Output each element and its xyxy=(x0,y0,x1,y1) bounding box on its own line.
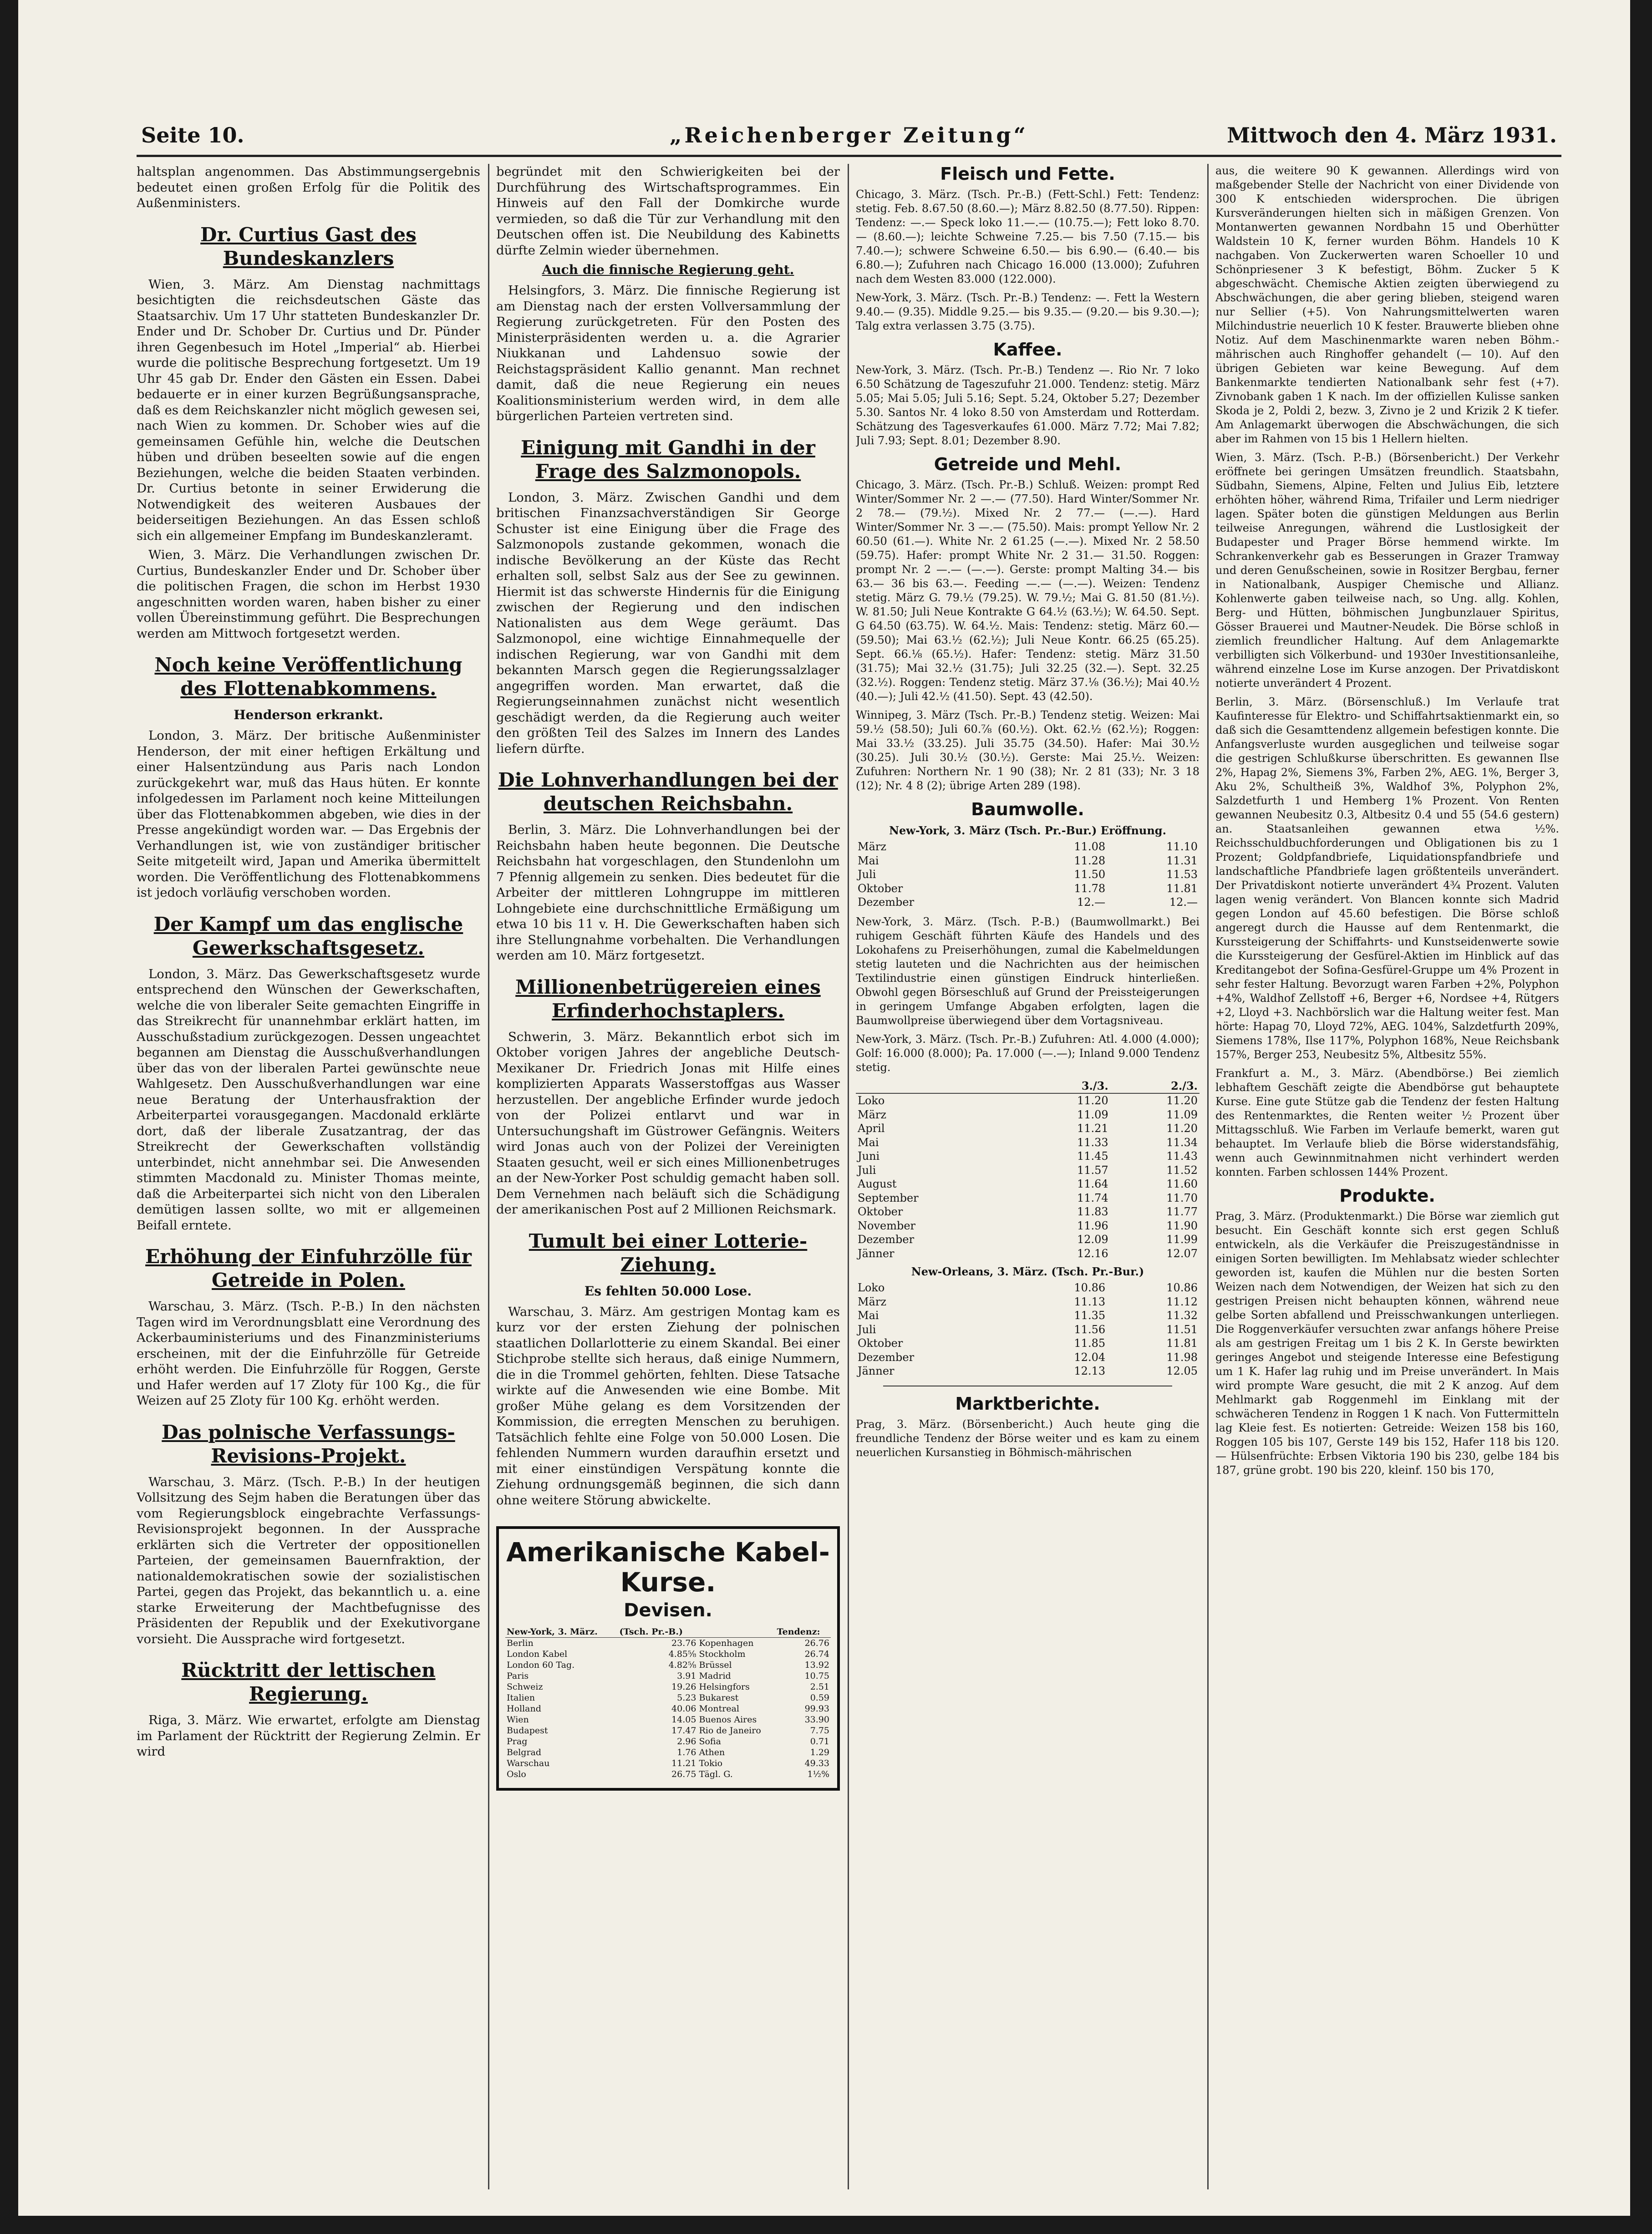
market-paragraph: Berlin, 3. März. (Börsenschluß.) Im Verlaufe trat Kaufinteresse für Elektro- und Schiffahrtsaktienmarkt ein, so daß sich die Gesamttendenz allgemein befestigen konnte. Die Anfangsverluste wurden ausgeglichen und teilweise sogar die gestrigen Schlußkurse überschritten. Es gewannen Ilse 2%, Hapag 2%, Siemens 3%, Farben 2%, AEG. 1%, Berger 3, Aku 2%, Schultheiß 3%, Waldhof 3%, Polyphon 2%, Salzdetfurth 1 und Hemberg 1% Prozent. Von Renten gewannen Neubesitz 0.3, Altbesitz 0.4 und 55 (54.6 gestern) an. Staatsanleihen gewannen etwa ½%. Reichsschuldbuchforderungen und Obligationen bis zu 1 Prozent; Goldpfandbriefe, Liquidationspfandbriefe und landschaftliche Pfandbriefe lagen größtenteils unverändert. Der Privatdiskont notierte unverändert 4¾ Prozent. Valuten lagen wenig verändert. Von Blancen konnte sich Madrid gegen London auf 45.60 befestigen. Die Börse schloß angeregt durch die Hausse auf dem Rentenmarkt, die Kurssteigerung der Schiffahrts- und Kunstseidenwerte sowie die Kurssteigerung der Gesfürel-Aktien im Hinblick auf das Kreditangebot der Sofina-Gesfürel-Gruppe um 4% Prozent in sehr fester Haltung. Bevorzugt waren Farben +2%, Polyphon +4%, Waldhof Zellstoff +6, Berger +6, Nordsee +4, Rütgers +2, Lloyd +3. Nachbörslich war die Haltung weiter fest. Man hörte: Hapag 70, Lloyd 72%, AEG. 104%, Salzdetfurth 209%, Siemens 178%, Ilse 117%, Polyphon 168%, Neue Reichsbank 157%, Berger 253, Neubesitz 5%, Altbesitz 55%. xyxy=(1215,696,1559,1061)
price-cell: 11.81 xyxy=(1166,882,1198,895)
devisen-rate: 11.21 xyxy=(671,1758,696,1768)
column-4 xyxy=(1215,164,1559,2189)
table-row xyxy=(856,1323,1200,1337)
price-cell: 11.31 xyxy=(1166,854,1198,867)
scan-edge-bottom xyxy=(0,2216,1652,2234)
column-2 xyxy=(496,164,840,2189)
devisen-rate: 17.47 xyxy=(671,1726,696,1736)
devisen-place: Berlin xyxy=(507,1638,534,1648)
market-paragraph: Wien, 3. März. (Tsch. P.-B.) (Börsenbericht.) Der Verkehr eröffnete bei geringen Umsätzen freundlich. Staatsbahn, Südbahn, Siemens, Alpine, Felten und Julius Eib, letztere erhöhten höher, während Rima, Trifailer und Lerm niedriger lagen. Später boten die günstigen Meldungen aus Berlin teilweise Anregungen, während die Lustlosigkeit der Budapester und Prager Börse hemmend wirkte. Im Schrankenverkehr gab es Besserungen in Grazer Tramway und deren Genußscheinen, sowie in Rositzer Bergbau, ferner in Nationalbank, Auspiger Chemische und Allianz. Kohlenwerte gaben teilweise nach, so Ung. allg. Kohlen, Berg- und Hütten, böhmischen Jungbunzlauer Spiritus, Gösser Brauerei und Mautner-Neudek. Die Börse schloß in ziemlich freundlicher Haltung. Auf dem Anlagemarkte verbilligten sich Völkerbund- und 1930er Investitionsanleihe, während einzelne Lose im Kurse anzogen. Der Privatdiskont notierte unverändert 4 Prozent. xyxy=(1215,451,1559,690)
devisen-header-row xyxy=(505,1626,831,1638)
devisen-rate: 26.75 xyxy=(671,1769,696,1779)
devisen-place: Athen xyxy=(699,1747,725,1757)
header-cell: 3./3. xyxy=(1021,1079,1110,1094)
devisen-rate: 1.29 xyxy=(810,1747,829,1757)
month-cell: Mai xyxy=(858,854,879,867)
table-caption: New-Orleans, 3. März. (Tsch. Pr.-Bur.) xyxy=(911,1265,1144,1278)
price-cell: 11.20 xyxy=(1077,1094,1108,1107)
devisen-place: Stockholm xyxy=(699,1649,746,1659)
price-cell: 11.98 xyxy=(1166,1351,1198,1364)
price-cell: 11.60 xyxy=(1166,1178,1198,1190)
month-cell: Dezember xyxy=(858,1351,915,1364)
table-row xyxy=(856,1177,1200,1191)
market-paragraph: Winnipeg, 3. März (Tsch. Pr.-B.) Tendenz stetig. Weizen: Mai 59.½ (58.50); Juli 60.⅞ (60.½). Okt. 62.½ (62.½); Roggen: Mai 33.½ (33.25). Juli 35.75 (34.50). Hafer: Mai 30.½ (30.25). Juli 30.½ (30.½). Gerste: Mai 25.½. Weizen: Zufuhren: Northern Nr. 1 90 (38); Nr. 2 81 (33); Nr. 3 18 (12); Nr. 4 8 (2); übrige Arten 289 (198). xyxy=(856,709,1200,792)
devisen-rate: 49.33 xyxy=(804,1758,829,1768)
devisen-place: Bukarest xyxy=(699,1693,739,1703)
article-headline-curtius: Dr. Curtius Gast des Bundeskanzlers xyxy=(200,223,417,269)
devisen-header-cell: New-York, 3. März. xyxy=(505,1626,618,1638)
article-continuation: begründet mit den Schwierigkeiten bei der Durchführung des Wirtschaftsprogrammes. Ein Hinweis auf den Fall der Domkirche wurde vermieden, so daß die Tür zur Verhandlung mit den Deutschen offen ist. Die Neubildung des Kabinetts dürfte Zelmin wieder übernehmen. xyxy=(496,164,840,258)
devisen-place: Helsingfors xyxy=(699,1682,750,1692)
price-cell: 11.99 xyxy=(1166,1233,1198,1246)
devisen-place: Oslo xyxy=(507,1769,526,1779)
price-cell: 11.34 xyxy=(1166,1136,1198,1149)
devisen-header-cell: (Tsch. Pr.-B.) xyxy=(618,1626,698,1638)
devisen-rate: 19.26 xyxy=(671,1682,696,1692)
article-headline-lettische-regierung: Rücktritt der lettischen Regierung. xyxy=(181,1659,436,1705)
devisen-row xyxy=(505,1692,831,1703)
article-paragraph: Wien, 3. März. Die Verhandlungen zwischen Dr. Curtius, Bundeskanzler Ender und Dr. Schober über die politischen Fragen, die schon im Herbst 1930 angeschnitten worden waren, haben bisher zu einer vollen Übereinstimmung geführt. Die Besprechungen werden am Mittwoch fortgesetzt werden. xyxy=(137,548,480,641)
market-paragraph: New-York, 3. März. (Tsch. Pr.-B.) Tendenz —. Rio Nr. 7 loko 6.50 Schätzung de Tageszufuhr 21.000. Tendenz: stetig. März 5.05; Mai 5.05; Juli 5.16; Sept. 5.24, Oktober 5.27; Dezember 5.30. Santos Nr. 4 loko 8.50 von Amsterdam und Rotterdam. Schätzung des Tagesverkaufes 61.000. März 7.72; Mai 7.82; Juli 7.93; Sept. 8.01; Dezember 8.90. xyxy=(856,364,1200,447)
devisen-place: Prag xyxy=(507,1736,528,1747)
table-row xyxy=(856,1309,1200,1323)
devisen-row xyxy=(505,1681,831,1692)
devisen-place: Montreal xyxy=(699,1704,739,1714)
article-paragraph: Schwerin, 3. März. Bekanntlich erbot sich im Oktober vorigen Jahres der angebliche Deutsch-Mexikaner Dr. Friedrich Jonas mit Hilfe eines komplizierten Apparats Wasserstoffgas aus Wasser herzustellen. Der angebliche Erfinder wurde jedoch von der Polizei entlarvt und war in Untersuchungshaft im Güstrower Gefängnis. Weiters wird Jonas auch von der Polizei der Vereinigten Staaten gesucht, weil er sich eines Millionenbetruges an der New-Yorker Post schuldig gemacht haben soll. Dem Vernehmen nach beläuft sich die Schädigung der amerikanischen Post auf 2 Millionen Reichsmark. xyxy=(496,1029,840,1217)
price-cell: 11.08 xyxy=(1074,840,1106,853)
column-rule xyxy=(1207,164,1209,2189)
devisen-place: London Kabel xyxy=(507,1649,568,1659)
month-cell: Oktober xyxy=(858,882,903,895)
month-cell: Loko xyxy=(858,1281,885,1294)
scan-edge-left xyxy=(0,0,18,2234)
table-caption: New-York, 3. März (Tsch. Pr.-Bur.) Eröffnung. xyxy=(889,824,1166,837)
article-headline-einfuhrzoelle: Erhöhung der Einfuhrzölle für Getreide in Polen. xyxy=(145,1245,472,1291)
section-headline-kaffee: Kaffee. xyxy=(993,340,1062,360)
devisen-place: Holland xyxy=(507,1704,541,1714)
column-area xyxy=(137,164,1561,2189)
month-cell: Juli xyxy=(858,1323,876,1336)
price-cell: 10.86 xyxy=(1074,1281,1106,1294)
devisen-rate: 5.23 xyxy=(677,1693,696,1703)
price-cell: 11.09 xyxy=(1077,1108,1108,1121)
table-row xyxy=(856,1233,1200,1247)
price-cell: 11.52 xyxy=(1166,1163,1198,1177)
devisen-place: Buenos Aires xyxy=(699,1715,757,1725)
market-paragraph: New-York, 3. März. (Tsch. Pr.-B.) Tendenz: —. Fett la Western 9.40.— (9.35). Middle 9.25.— bis 9.35.— (9.20.— bis 9.30.—); Talg extra verlassen 3.75 (3.75). xyxy=(856,291,1200,332)
section-headline-getreide: Getreide und Mehl. xyxy=(934,454,1122,474)
price-cell: 11.78 xyxy=(1074,882,1106,895)
article-headline-hochstapler: Millionenbetrügereien eines Erfinderhochstaplers. xyxy=(515,975,821,1022)
table-row xyxy=(856,840,1200,854)
kabelkurse-box xyxy=(496,1526,840,1791)
baumwolle-neworleans-table xyxy=(856,1281,1200,1378)
article-subheadline: Es fehlten 50.000 Lose. xyxy=(584,1283,752,1299)
devisen-row xyxy=(505,1769,831,1780)
column-3 xyxy=(856,164,1200,2189)
kabelkurse-title: Amerikanische Kabel-Kurse. xyxy=(506,1537,830,1598)
price-cell: 11.35 xyxy=(1074,1309,1106,1322)
page-number: Seite 10. xyxy=(141,123,244,147)
kabelkurse-subtitle: Devisen. xyxy=(624,1600,712,1621)
devisen-rate: 3.91 xyxy=(677,1671,696,1681)
table-row xyxy=(856,1191,1200,1205)
market-paragraph: Prag, 3. März. (Produktenmarkt.) Die Börse war ziemlich gut besucht. Ein Geschäft konnte sich erst gegen Schluß entwickeln, als die Verkäufer die Preiszugeständnisse in einigen Sorten bewilligten. Im Mehlabsatz wieder schlechter geworden ist, kaufen die Mühlen nur die besten Sorten Weizen nach dem Notwendigen, der Weizen hat sich zu den gestrigen Preisen nicht behaupten können, während neue gelbe Sorten abfallend und Preisschwankungen unterliegen. Die Roggenverkäufer versuchten zwar anfangs höhere Preise als am gestrigen Freitag um 1 bis 2 K. In Gerste bewirkten geringes Angebot und steigende Interesse eine Befestigung um 1 K. Hafer lag ruhig und im Preise unverändert. In Mais wird prompte Ware gesucht, die mit 2 K anzog. Auf dem Mehlmarkt gab Roggenmehl im Einklang mit der schwächeren Tendenz in Roggen 1 K nach. Von Futtermitteln lag Kleie fest. Es notierten: Getreide: Weizen 158 bis 160, Roggen 105 bis 107, Gerste 149 bis 152, Hafer 118 bis 120. — Hülsenfrüchte: Erbsen Viktoria 190 bis 230, gelbe 184 bis 187, grüne grobt. 190 bis 220, kleinf. 150 bis 170, xyxy=(1215,1210,1559,1477)
devisen-place: Madrid xyxy=(699,1671,731,1681)
devisen-place: Schweiz xyxy=(507,1682,543,1692)
article-paragraph: Riga, 3. März. Wie erwartet, erfolgte am Dienstag im Parlament der Rücktritt der Regierung Zelmin. Er wird xyxy=(137,1713,480,1759)
article-paragraph: London, 3. März. Zwischen Gandhi und dem britischen Finanzsachverständigen Sir George Schuster ist eine Einigung über die Frage des Salzmonopols zustande gekommen, wonach die indische Bevölkerung an der Küste das Recht erhalten soll, selbst Salz aus der See zu gewinnen. Hiermit ist das schwerste Hindernis für die Einigung zwischen der Regierung und den indischen Nationalisten aus dem Wege geräumt. Das Salzmonopol, eine wichtige Einnahmequelle der indischen Regierung, war von Gandhi mit dem bekannten Marsch gegen die Regierungssalzlager angegriffen worden. Man erwartet, daß die Regierungseinnahmen zunächst nicht wesentlich geschädigt werden, da die Regierung auch weiter den größten Teil des Salzes im Innern des Landes liefern dürfte. xyxy=(496,490,840,756)
table-row xyxy=(856,1351,1200,1365)
price-cell: 11.13 xyxy=(1074,1295,1106,1308)
price-cell: 12.09 xyxy=(1077,1233,1108,1246)
price-cell: 11.33 xyxy=(1077,1136,1108,1149)
table-row xyxy=(856,1093,1200,1108)
devisen-place: Paris xyxy=(507,1671,529,1681)
devisen-rate: 13.92 xyxy=(804,1660,829,1670)
article-paragraph: London, 3. März. Das Gewerkschaftsgesetz wurde entsprechend den Wünschen der Gewerkschaften, welche die von liberaler Seite gemachten Eingriffe in das Streikrecht für unannehmbar erklärt hatten, im Ausschußstadium zurückgezogen. Dessen ungeachtet begannen am Dienstag die Ausschußverhandlungen über das von der liberalen Partei gewünschte neue Wahlgesetz. Den Ausschußverhandlungen war eine neue Beratung der Unterhausfraktion der Arbeiterpartei vorausgegangen. Macdonald erklärte dort, daß der liberale Zusatzantrag, der das Streikrecht der Gewerkschaften vollständig unterbindet, nicht annehmbar sei. Die Anwesenden stimmten Macdonald zu. Minister Thomas meinte, daß die Arbeiterpartei sich nicht von den Liberalen demütigen lassen sollte, wo mit er allgemeinen Beifall erntete. xyxy=(137,966,480,1233)
devisen-rate: 2.51 xyxy=(810,1682,829,1692)
month-cell: Jänner xyxy=(858,1365,895,1377)
table-row xyxy=(856,868,1200,882)
article-headline-flottenabkommen: Noch keine Veröffentlichung des Flottenabkommens. xyxy=(154,654,463,700)
article-headline-lotterie: Tumult bei einer Lotterie-Ziehung. xyxy=(529,1229,808,1276)
market-paragraph: aus, die weitere 90 K gewannen. Allerdings wird von maßgebender Stelle der Nachricht von einer Dividende von 300 K entschieden widersprochen. Die übrigen Kursveränderungen hielten sich in mäßigen Grenzen. Von Montanwerten gewannen Nordbahn 15 und Oberhütter Waldstein 10 K, ferner wurden Böhm. Handels 10 K nachgaben. Von Zuckerwerten waren Schoeller 10 und Schönpriesener 3 K befestigt, Böhm. Zucker 5 K abgeschwächt. Chemische Aktien zeigten überwiegend zu Abschwächungen, die aber gering blieben, steigend waren nur Sellier (+5). Von Nahrungsmittelwerten waren Milchindustrie neuerlich 10 K fester. Brauwerte blieben ohne Notiz. Auf dem Maschinenmarkte waren neben Böhm.-mährischen auch Ringhoffer gehandelt (— 10). Auf den übrigen Gebieten war keine Bewegung. Auf dem Bankenmarkte tendierten Nationalbank sehr fest (+7). Zivnobank gaben 1 K nach. Im der offiziellen Kulisse sanken Skoda je 2, Poldi 2, bezw. 3, Zivno je 2 und Krizik 2 K tiefer. Am Anlagemarkt überwogen die Abschwächungen, die sich aber im Rahmen von 15 bis 1 Hellern hielten. xyxy=(1215,164,1559,445)
market-paragraph: Frankfurt a. M., 3. März. (Abendbörse.) Bei ziemlich lebhaftem Geschäft zeigte die Abendbörse gut behauptete Kurse. Eine gute Stütze gab die Tendenz der festen Haltung des Rentenmarktes, die Renten weiter ½ Prozent über Mittagsschluß. Wie Farben im Verlaufe bemerkt, waren gut behauptet. Im Verlaufe blieb die Börse widerstandsfähig, wenn auch Gewinnmitnahmen nicht verhindert werden konnten. Farben schlossen 144% Prozent. xyxy=(1215,1067,1559,1178)
column-rule xyxy=(488,164,489,2189)
devisen-row xyxy=(505,1725,831,1736)
devisen-row xyxy=(505,1714,831,1725)
price-cell: 11.10 xyxy=(1166,840,1198,853)
baumwolle-eroeffnung-table xyxy=(856,840,1200,909)
devisen-place: Warschau xyxy=(507,1758,550,1768)
month-cell: Juni xyxy=(858,1150,880,1163)
price-cell: 11.20 xyxy=(1166,1094,1198,1107)
devisen-row xyxy=(505,1638,831,1649)
devisen-rate: 40.06 xyxy=(671,1704,696,1714)
month-cell: Oktober xyxy=(858,1205,903,1218)
month-cell: Juli xyxy=(858,868,876,881)
table-row xyxy=(856,1281,1200,1295)
month-cell: März xyxy=(858,840,886,853)
article-paragraph: London, 3. März. Der britische Außenminister Henderson, der mit einer heftigen Erkältung und einer Halsentzündung aus Paris nach London zurückgekehrt war, muß das Haus hüten. Er konnte infolgedessen im Parlament noch keine Mitteilungen über das Flottenabkommen abgeben, wie dies in der Presse angekündigt worden war. — Das Ergebnis der Verhandlungen ist, wie von zuständiger britischer Seite mitgeteilt wird, Japan und Amerika übermittelt worden. Die Veröffentlichung des Flottenabkommens ist jedoch vorläufig verschoben worden. xyxy=(137,728,480,900)
article-paragraph: Helsingfors, 3. März. Die finnische Regierung ist am Dienstag nach der ersten Vollversammlung der Regierung zurückgetreten. Für den Posten des Ministerpräsidenten werden u. a. die Agrarier Niukkanan und Lahdensuo sowie der Reichstagspräsident Kallio genannt. Man rechnet damit, daß die neue Regierung ein neues Koalitionsministerium werden wird, in dem alle bürgerlichen Parteien vertreten sind. xyxy=(496,283,840,423)
devisen-header-cell xyxy=(697,1626,775,1638)
devisen-header-cell: Tendenz: xyxy=(776,1626,831,1638)
table-row xyxy=(856,1247,1200,1261)
price-cell: 12.16 xyxy=(1077,1247,1108,1260)
devisen-table xyxy=(505,1626,831,1780)
table-row xyxy=(856,1219,1200,1233)
price-cell: 11.45 xyxy=(1077,1150,1108,1163)
market-paragraph: New-York, 3. März. (Tsch. P.-B.) (Baumwollmarkt.) Bei ruhigem Geschäft führten Käufe des Handels und des Lokohafens zu Preiserhöhungen, zumal die Kabelmeldungen stetig lauteten und die Nachrichten aus der heimischen Textilindustrie einen günstigen Eindruck hinterließen. Obwohl gegen Börseschluß auf Grund der Preissteigerungen in geringem Umfange Abgaben erfolgten, lagen die Baumwollpreise überwiegend über dem Vortagsniveau. xyxy=(856,915,1200,1027)
devisen-place: Wien xyxy=(507,1715,529,1725)
month-cell: Oktober xyxy=(858,1337,903,1350)
devisen-place: Tokio xyxy=(699,1758,723,1768)
devisen-row xyxy=(505,1649,831,1660)
devisen-place: Sofia xyxy=(699,1736,721,1747)
article-headline-finnland: Auch die finnische Regierung geht. xyxy=(542,262,794,277)
page-header xyxy=(137,114,1561,157)
price-cell: 11.81 xyxy=(1166,1337,1198,1350)
devisen-place: Italien xyxy=(507,1693,535,1703)
scan-edge-right xyxy=(1630,0,1652,2234)
price-cell: 11.70 xyxy=(1166,1191,1198,1204)
devisen-rate: 7.75 xyxy=(810,1726,829,1736)
article-continuation: haltsplan angenommen. Das Abstimmungsergebnis bedeutet einen großen Erfolg für die Politik des Außenministers. xyxy=(137,164,480,210)
month-cell: September xyxy=(858,1191,919,1204)
table-row xyxy=(856,1149,1200,1163)
newspaper-title: „Reichenberger Zeitung“ xyxy=(669,123,1029,147)
devisen-rate: 14.05 xyxy=(671,1715,696,1725)
price-cell: 12.13 xyxy=(1074,1365,1106,1377)
devisen-rate: 33.90 xyxy=(804,1715,829,1725)
header-cell: 2./3. xyxy=(1110,1079,1200,1094)
month-cell: Jänner xyxy=(858,1247,895,1260)
article-paragraph: Warschau, 3. März. (Tsch. P.-B.) In der heutigen Vollsitzung des Sejm haben die Beratungen über das vom Regierungsblock eingebrachte Verfassungs-Revisionsprojekt begonnen. In der Aussprache erklärten sich die Vertreter der oppositionellen Parteien, der gemeinsamen Bauernfraktion, der nationaldemokratischen sowie der sozialistischen Partei, gegen das Projekt, das bekanntlich u. a. eine starke Erweiterung der Machtbefugnisse des Präsidenten der Republik und der Exekutivorgane vorsieht. Die Aussprache wird fortgesetzt. xyxy=(137,1474,480,1646)
price-cell: 12.— xyxy=(1077,896,1106,909)
price-cell: 11.56 xyxy=(1074,1323,1106,1336)
article-paragraph: Wien, 3. März. Am Dienstag nachmittags besichtigten die reichsdeutschen Gäste das Staatsarchiv. Um 17 Uhr statteten Bundeskanzler Dr. Ender und Dr. Schober Dr. Curtius und Dr. Pünder ihren Gegenbesuch im Hotel „Imperial“ ab. Hierbei wurde die politische Besprechung fortgesetzt. Um 19 Uhr 45 gab Dr. Ender den Gästen ein Essen. Dabei bedauerte er in einer kurzen Begrüßungsansprache, daß es dem Reichskanzler nicht möglich gewesen sei, nach Wien zu kommen. Dr. Schober wies auf die gemeinsamen Gefühle hin, welche die Deutschen hüben und drüben beseelten sowie auf die engen Beziehungen, welche die beiden Staaten verbinden. Dr. Curtius betonte in seiner Erwiderung die Notwendigkeit des weiteren Ausbaues der beiderseitigen Beziehungen. An das Essen schloß sich ein allgemeiner Empfang im Bundeskanzleramt. xyxy=(137,277,480,543)
price-cell: 11.57 xyxy=(1077,1163,1108,1177)
month-cell: Mai xyxy=(858,1309,879,1322)
month-cell: Mai xyxy=(858,1136,879,1149)
price-cell: 11.77 xyxy=(1166,1205,1198,1218)
table-row xyxy=(856,1364,1200,1378)
month-cell: Dezember xyxy=(858,1233,915,1246)
price-cell: 12.07 xyxy=(1166,1247,1198,1260)
month-cell: März xyxy=(858,1108,886,1121)
price-cell: 12.04 xyxy=(1074,1351,1106,1364)
newspaper-page xyxy=(137,114,1561,2189)
devisen-row xyxy=(505,1670,831,1681)
article-paragraph: Warschau, 3. März. Am gestrigen Montag kam es kurz vor der ersten Ziehung der polnischen staatlichen Dollarlotterie zu einem Skandal. Bei einer Stichprobe stellte sich heraus, daß einige Nummern, die in die Trommel gehörten, fehlten. Diese Tatsache wirkte auf die Anwesenden wie eine Bombe. Mit großer Mühe gelang es dem Vorsitzenden der Kommission, die erregten Menschen zu beruhigen. Tatsächlich fehlte eine Folge von 50.000 Losen. Die fehlenden Nummern wurden daraufhin ersetzt und mit einer einstündigen Verspätung konnte die Ziehung ordnungsgemäß beginnen, die sich dann ohne weitere Störung abwickelte. xyxy=(496,1304,840,1508)
table-row xyxy=(856,1336,1200,1351)
month-cell: August xyxy=(858,1178,897,1190)
article-paragraph: Berlin, 3. März. Die Lohnverhandlungen bei der Reichsbahn haben heute begonnen. Die Deutsche Reichsbahn hat vorgeschlagen, den Stundenlohn um 7 Pfennig allgemein zu senken. Dies bedeutet für die Arbeiter der mittleren Lohngruppe im mittleren Lohngebiete eine durchschnittliche Ermäßigung um etwa 10 bis 11 v. H. Die Gewerkschaften haben sich ihre Stellungnahme vorbehalten. Die Verhandlungen werden am 10. März fortgesetzt. xyxy=(496,823,840,963)
table-header-row xyxy=(856,1079,1200,1094)
devisen-rate: 0.59 xyxy=(810,1693,829,1703)
section-headline-produkte: Produkte. xyxy=(1339,1186,1435,1206)
price-cell: 12.05 xyxy=(1166,1365,1198,1377)
devisen-place: Kopenhagen xyxy=(699,1638,754,1648)
article-headline-gewerkschaftsgesetz: Der Kampf um das englische Gewerkschaftsgesetz. xyxy=(153,913,463,959)
devisen-rate: 23.76 xyxy=(671,1638,696,1648)
devisen-rate: 10.75 xyxy=(804,1671,829,1681)
table-row xyxy=(856,882,1200,896)
devisen-rate: 4.85⅝ xyxy=(668,1649,696,1659)
devisen-place: London 60 Tag. xyxy=(507,1660,575,1670)
article-paragraph: Warschau, 3. März. (Tsch. P.-B.) In den nächsten Tagen wird im Verordnungsblatt eine Verordnung des Ackerbauministeriums und des Finanzministeriums erscheinen, mit der die Einfuhrzölle für Getreide erhöht werden. Die Einfuhrzölle für Roggen, Gerste und Hafer werden auf 17 Zloty für 100 Kg., die für Weizen auf 25 Zloty für 100 Kg. erhöht werden. xyxy=(137,1299,480,1408)
price-cell: 11.53 xyxy=(1166,868,1198,881)
price-cell: 12.— xyxy=(1169,896,1198,909)
price-cell: 11.64 xyxy=(1077,1178,1108,1190)
issue-date: Mittwoch den 4. März 1931. xyxy=(1227,123,1557,147)
table-row xyxy=(856,1136,1200,1150)
price-cell: 11.09 xyxy=(1166,1108,1198,1121)
table-row xyxy=(856,895,1200,909)
baumwolle-newyork-table xyxy=(856,1079,1200,1261)
section-headline-marktberichte: Marktberichte. xyxy=(955,1393,1100,1414)
market-paragraph: Prag, 3. März. (Börsenbericht.) Auch heute ging die freundliche Tendenz der Börse weiter und es kam zu einem neuerlichen Kursanstieg in Böhmisch-mährischen xyxy=(856,1417,1200,1459)
price-cell: 11.50 xyxy=(1074,868,1106,881)
devisen-place: Belgrad xyxy=(507,1747,542,1757)
column-rule xyxy=(848,164,849,2189)
devisen-place: Brüssel xyxy=(699,1660,732,1670)
month-cell: April xyxy=(858,1122,885,1135)
column-1 xyxy=(137,164,480,2189)
devisen-row xyxy=(505,1736,831,1747)
price-cell: 11.74 xyxy=(1077,1191,1108,1204)
price-cell: 11.83 xyxy=(1077,1205,1108,1218)
devisen-rate: 99.93 xyxy=(804,1704,829,1714)
price-cell: 10.86 xyxy=(1166,1281,1198,1294)
article-subheadline: Henderson erkrankt. xyxy=(234,707,383,722)
table-row xyxy=(856,1205,1200,1219)
table-row xyxy=(856,1163,1200,1178)
price-cell: 11.90 xyxy=(1166,1219,1198,1232)
devisen-row xyxy=(505,1660,831,1670)
article-headline-reichsbahn: Die Lohnverhandlungen bei der deutschen Reichsbahn. xyxy=(498,769,838,815)
market-paragraph: Chicago, 3. März. (Tsch. Pr.-B.) (Fett-Schl.) Fett: Tendenz: stetig. Feb. 8.67.50 (8.60.—); März 8.82.50 (8.77.50). Rippen: Tendenz: —.— Speck loko 11.—.— (10.75.—); Fett loko 8.70.— (8.60.—); leichte Schweine 7.25.— bis 7.50 (7.15.— bis 7.40.—); schwere Schweine 6.50.— bis 6.90.— (6.40.— bis 6.80.—); Zufuhren nach Chicago 16.000 (13.000); Zufuhren nach dem Westen 83.000 (122.000). xyxy=(856,188,1200,285)
article-headline-verfassung: Das polnische Verfassungs-Revisions-Projekt. xyxy=(162,1421,455,1467)
market-paragraph: New-York, 3. März. (Tsch. Pr.-B.) Zufuhren: Atl. 4.000 (4.000); Golf: 16.000 (8.000); Pa. 17.000 (—.—); Inland 9.000 Tendenz stetig. xyxy=(856,1032,1200,1074)
price-cell: 11.96 xyxy=(1077,1219,1108,1232)
table-row xyxy=(856,854,1200,868)
devisen-rate: 26.74 xyxy=(804,1649,829,1659)
devisen-rate: 0.71 xyxy=(810,1736,829,1747)
table-row xyxy=(856,1122,1200,1136)
devisen-row xyxy=(505,1703,831,1714)
price-cell: 11.85 xyxy=(1074,1337,1106,1350)
month-cell: Dezember xyxy=(858,896,915,909)
devisen-place: Budapest xyxy=(507,1726,548,1736)
table-row xyxy=(856,1108,1200,1122)
month-cell: November xyxy=(858,1219,916,1232)
price-cell: 11.21 xyxy=(1077,1122,1108,1135)
price-cell: 11.28 xyxy=(1074,854,1106,867)
price-cell: 11.51 xyxy=(1166,1323,1198,1336)
devisen-rate: 1.76 xyxy=(677,1747,696,1757)
devisen-rate: 2.96 xyxy=(677,1736,696,1747)
devisen-place: Rio de Janeiro xyxy=(699,1726,761,1736)
devisen-rate: 4.82⅝ xyxy=(668,1660,696,1670)
price-cell: 11.32 xyxy=(1166,1309,1198,1322)
price-cell: 11.20 xyxy=(1166,1122,1198,1135)
month-cell: Loko xyxy=(858,1094,885,1107)
table-row xyxy=(856,1295,1200,1309)
devisen-row xyxy=(505,1747,831,1758)
article-headline-gandhi: Einigung mit Gandhi in der Frage des Salzmonopols. xyxy=(521,436,815,482)
month-cell: Juli xyxy=(858,1163,876,1177)
market-paragraph: Chicago, 3. März. (Tsch. Pr.-B.) Schluß. Weizen: prompt Red Winter/Sommer Nr. 2 —.— (77.50). Hard Winter/Sommer Nr. 2 78.— (79.½). Mixed Nr. 2 77.— (—.—). Hard Winter/Sommer Nr. 3 —.— (75.50). Mais: prompt Yellow Nr. 2 60.50 (61.—). White Nr. 2 61.25 (—.—). Mixed Nr. 2 58.50 (59.75). Hafer: prompt White Nr. 2 31.— 31.50. Roggen: prompt Nr. 2 —.— (—.—). Gerste: prompt Malting 34.— bis 63.— 36 bis 63.—. Feeding —.— (—.—). Weizen: Tendenz stetig. März G. 79.½ (79.25). W. 79.½; Mai G. 81.50 (81.½). W. 81.50; Juli Neue Kontrakte G 64.½ (63.½); W. 64.50. Sept. G 64.50 (63.75). W. 64.½. Mais: Tendenz: stetig. März 60.— (59.50); Mai 63.½ (62.½); Juli Neue Kontr. 66.25 (65.25). Sept. 66.⅛ (65.½). Hafer: Tendenz: stetig. März 31.50 (31.75); Mai 32.½ (31.75); Juli 32.25 (32.—). Sept. 32.25 (32.½). Roggen: Tendenz stetig. März 37.⅛ (36.½); Mai 40.½ (40.—); Juli 42.½ (41.50). Sept. 43 (42.50). xyxy=(856,478,1200,703)
devisen-rate: 1½% xyxy=(807,1769,829,1779)
price-cell: 11.12 xyxy=(1166,1295,1198,1308)
month-cell: März xyxy=(858,1295,886,1308)
devisen-row xyxy=(505,1758,831,1769)
devisen-rate: 26.76 xyxy=(804,1638,829,1648)
price-cell: 11.43 xyxy=(1166,1150,1198,1163)
section-headline-fleisch: Fleisch und Fette. xyxy=(940,164,1115,184)
devisen-place: Tägl. G. xyxy=(699,1769,733,1779)
section-headline-baumwolle: Baumwolle. xyxy=(971,799,1084,819)
header-cell xyxy=(856,1079,1021,1094)
